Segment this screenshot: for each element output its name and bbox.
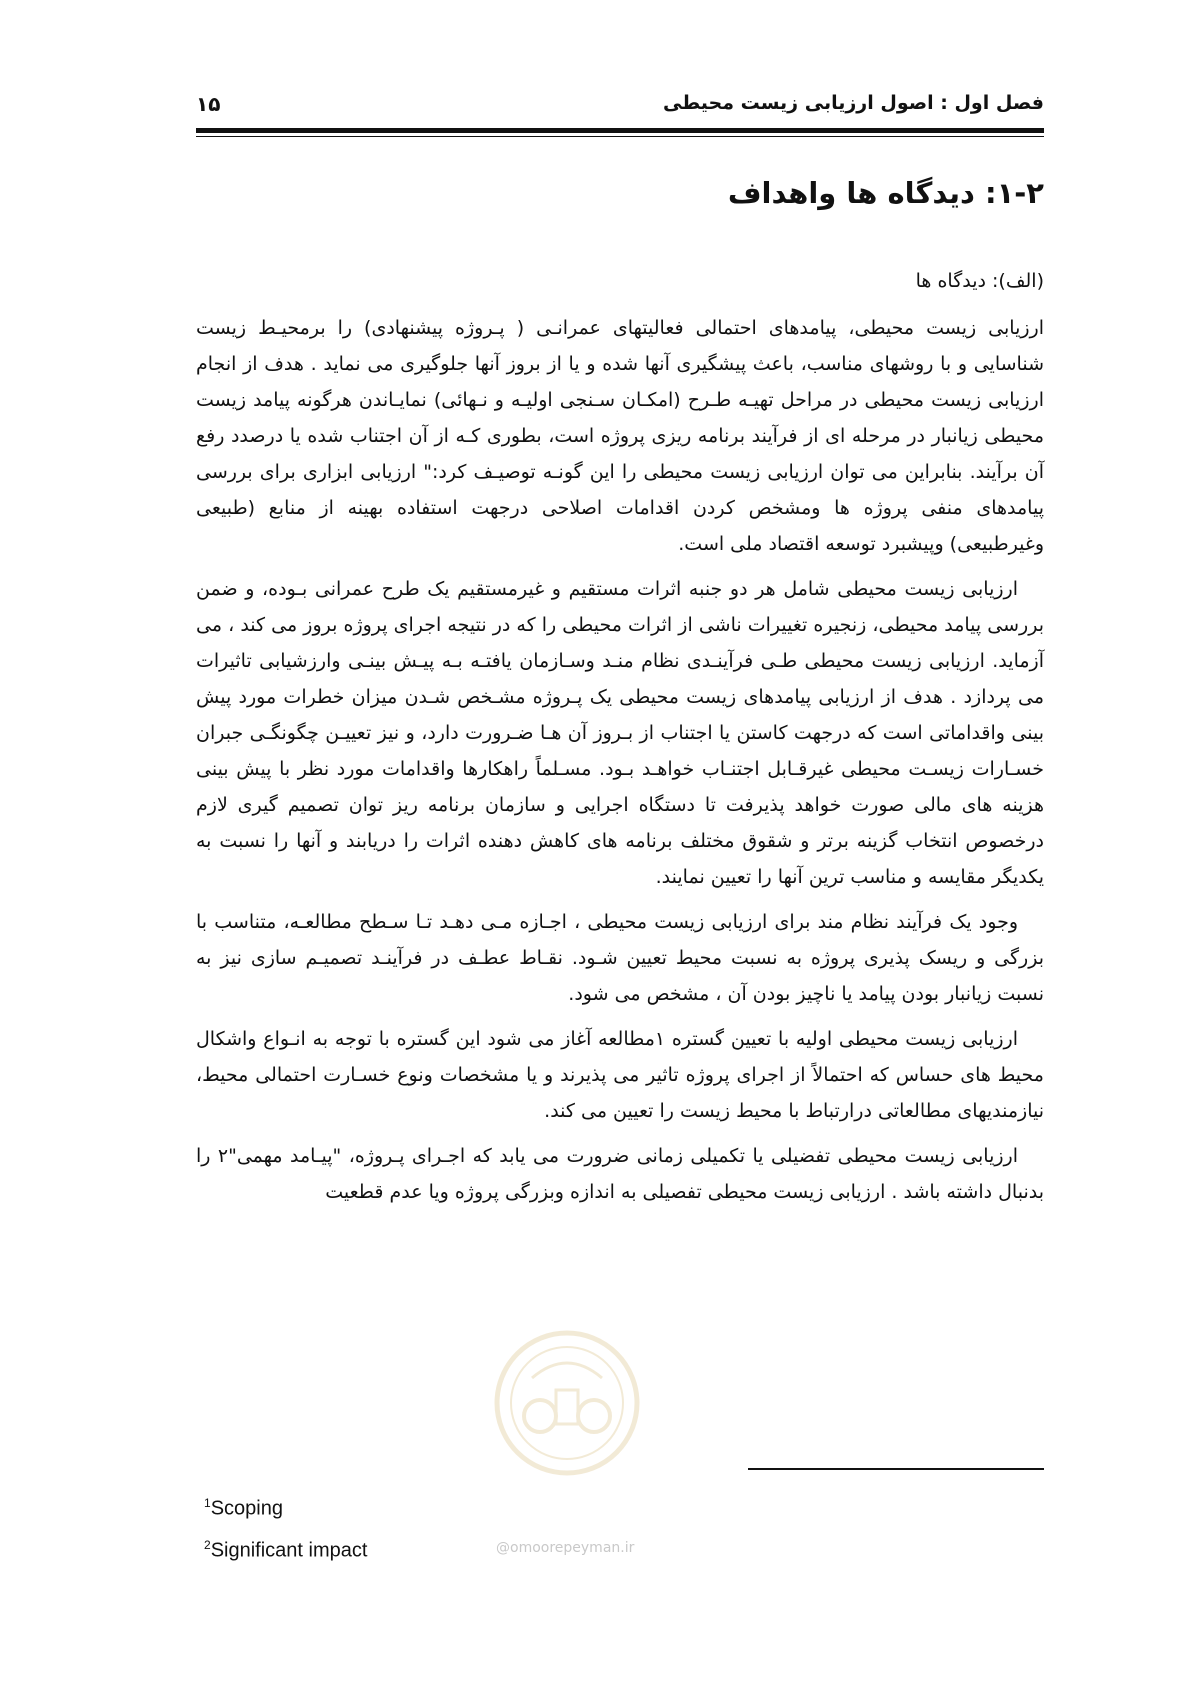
seal-watermark-icon [492, 1328, 642, 1478]
footnote-divider [748, 1468, 1044, 1470]
footnote: $^2$Significant impact [204, 1537, 368, 1562]
page-header [196, 92, 1044, 122]
paragraph: وجود یک فرآیند نظام مند برای ارزیابی زیست محیطی ، اجـازه مـی دهـد تـا سـطح مطالعـه، متناسب با بزرگی و ریسک پذیری پروژه به نسبت محیط تعیین شـود. نقـاط عطـف در فرآینـد تصمیـم سازی نیز به نسبت زیانبار بودن پیامد یا ناچیز بودن آن ، مشخص می شود. [196, 911, 1044, 1005]
watermark-url: @omoorepeyman.ir [496, 1540, 635, 1556]
footnotes [204, 1485, 367, 1568]
section-heading: ۱-۲: دیدگاه ها واهداف [727, 176, 1044, 210]
page-number: ۱۵ [196, 92, 221, 116]
header-rule-thick [196, 128, 1044, 133]
running-title: فصل اول : اصول ارزیابی زیست محیطی [663, 92, 1044, 114]
header-rule-thin [196, 136, 1044, 137]
paragraph: ارزیابی زیست محیطی اولیه با تعیین گستره ۱مطالعه آغاز می شود این گستره با توجه به انـواع واشکال محیط های حساس که احتمالاً از اجرای پروژه تاثیر می پذیرند و یا مشخصات ونوع خسـارت احتمالی محیط، نیازمندیهای مطالعاتی درارتباط با محیط زیست را تعیین می کند. [196, 1028, 1044, 1122]
paragraph: ارزیابی زیست محیطی تفضیلی یا تکمیلی زمانی ضرورت می یابد که اجـرای پـروژه، "پیـامد مهمی"۲ را بدنبال داشته باشد . ارزیابی زیست محیطی تفصیلی به اندازه وبزرگی پروژه ویا عدم قطعیت [196, 1145, 1044, 1203]
body-text [196, 310, 1044, 1219]
footnote: $^1$Scoping [204, 1496, 283, 1520]
subheading: (الف): دیدگاه ها [915, 270, 1044, 292]
paragraph: ارزیابی زیست محیطی شامل هر دو جنبه اثرات مستقیم و غیرمستقیم یک طرح عمرانی بـوده، و ضمن بررسی پیامد محیطی، زنجیره تغییرات ناشی از اثرات محیطی را که در نتیجه اجرای پروژه بروز می کند ، می آزماید. ارزیابی زیست محیطی طـی فرآینـدی نظام منـد وسـازمان یافتـه بـه پیـش بینـی وارزشیابی تاثیرات می پردازد . هدف از ارزیابی پیامدهای زیست محیطی یک پـروژه مشـخص شـدن میزان خطرات مورد پیش بینی واقداماتی است که درجهت کاستن یا اجتناب از بـروز آن هـا ضـرورت دارد، و نیز تعییـن چگونگـی جبران خسـارات زیسـت محیطی غیرقـابل اجتنـاب خواهـد بـود. مسـلماً راهکارها واقدامات مورد نظر با پیش بینی هزینه های مالی صورت خواهد پذیرفت تا دستگاه اجرایی و سازمان برنامه ریز توان تصمیم گیری لازم درخصوص انتخاب گزینه برتر و شقوق مختلف برنامه های کاهش دهنده اثرات را دریابند و آنها را نسبت به یکدیگر مقایسه و مناسب ترین آنها را تعیین نمایند. [196, 578, 1044, 888]
paragraph: ارزیابی زیست محیطی، پیامدهای احتمالی فعالیتهای عمرانـی ( پـروژه پیشنهادی) را برمحیـط زیست شناسایی و با روشهای مناسب، باعث پیشگیری آنها شده و یا از بروز آنها جلوگیری می نماید . هدف از انجام ارزیابی زیست محیطی در مراحل تهیـه طـرح (امکـان سـنجی اولیـه و نـهائی) نمایـاندن هرگونه پیامد زیست محیطی زیانبار در مرحله ای از فرآیند برنامه ریزی پروژه است، بطوری کـه از آن اجتناب شده یا درصدد رفع آن برآیند. بنابراین می توان ارزیابی زیست محیطی را این گونـه توصیـف کرد:" ارزیابی ابزاری برای بررسی پیامدهای منفی پروژه ها ومشخص کردن اقدامات اصلاحی درجهت استفاده بهینه از منابع (طبیعی وغیرطبیعی) وپیشبرد توسعه اقتصاد ملی است. [196, 317, 1044, 555]
